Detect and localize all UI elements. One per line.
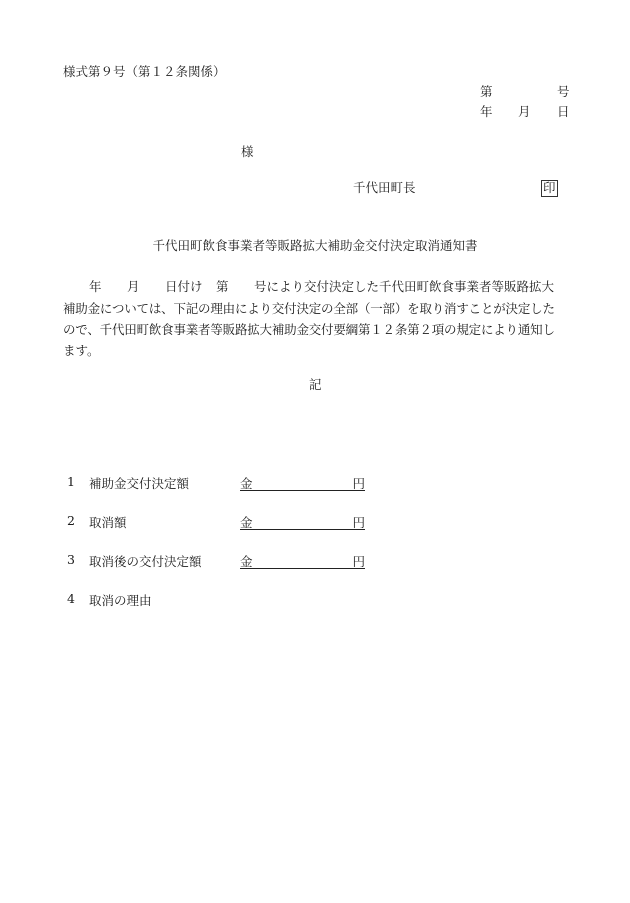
body-line2: 補助金については、下記の理由により交付決定の全部（一部）を取り消すことが決定した — [63, 301, 555, 316]
item-row — [67, 591, 387, 607]
doc-number-prefix: 第 — [480, 84, 493, 99]
item-number: 2 — [67, 513, 75, 528]
item-row — [67, 474, 387, 490]
kin-label: 金 — [240, 554, 253, 569]
amount-field — [240, 552, 365, 569]
body-day-tsuke: 日付け — [165, 279, 203, 294]
kin-label: 金 — [240, 515, 253, 530]
yen-label: 円 — [352, 515, 365, 530]
seal-char: 印 — [543, 180, 556, 195]
item-number: 3 — [67, 552, 75, 567]
body-dai: 第 — [216, 279, 229, 294]
item-row — [67, 513, 387, 529]
item-number: 4 — [67, 591, 75, 606]
form-label: 様式第９号（第１２条関係） — [63, 64, 226, 79]
kin-label: 金 — [240, 476, 253, 491]
yen-label: 円 — [352, 554, 365, 569]
body-line1-text: 号により交付決定した千代田町飲食事業者等販路拡大 — [254, 279, 555, 294]
body-year: 年 — [89, 279, 102, 294]
yen-label: 円 — [352, 476, 365, 491]
body-line3: ので、千代田町飲食事業者等販路拡大補助金交付要綱第１２条第２項の規定により通知し — [63, 322, 555, 337]
body-line4: ます。 — [63, 343, 100, 358]
official-seal — [541, 180, 558, 197]
document-title: 千代田町飲食事業者等販路拡大補助金交付決定取消通知書 — [152, 238, 478, 253]
item-row — [67, 552, 387, 568]
doc-number-suffix: 号 — [557, 84, 570, 99]
item-label: 取消後の交付決定額 — [89, 554, 202, 569]
date-day: 日 — [557, 104, 570, 119]
amount-field — [240, 513, 365, 530]
date-month: 月 — [518, 104, 531, 119]
ki-marker: 記 — [309, 377, 322, 392]
body-month: 月 — [127, 279, 140, 294]
date-year: 年 — [480, 104, 493, 119]
item-label: 取消の理由 — [89, 593, 152, 608]
issuer-name: 千代田町長 — [353, 180, 416, 195]
amount-field — [240, 474, 365, 491]
item-number: 1 — [67, 474, 75, 489]
item-label: 取消額 — [89, 515, 127, 530]
item-label: 補助金交付決定額 — [89, 476, 190, 491]
addressee-suffix: 様 — [241, 144, 254, 159]
